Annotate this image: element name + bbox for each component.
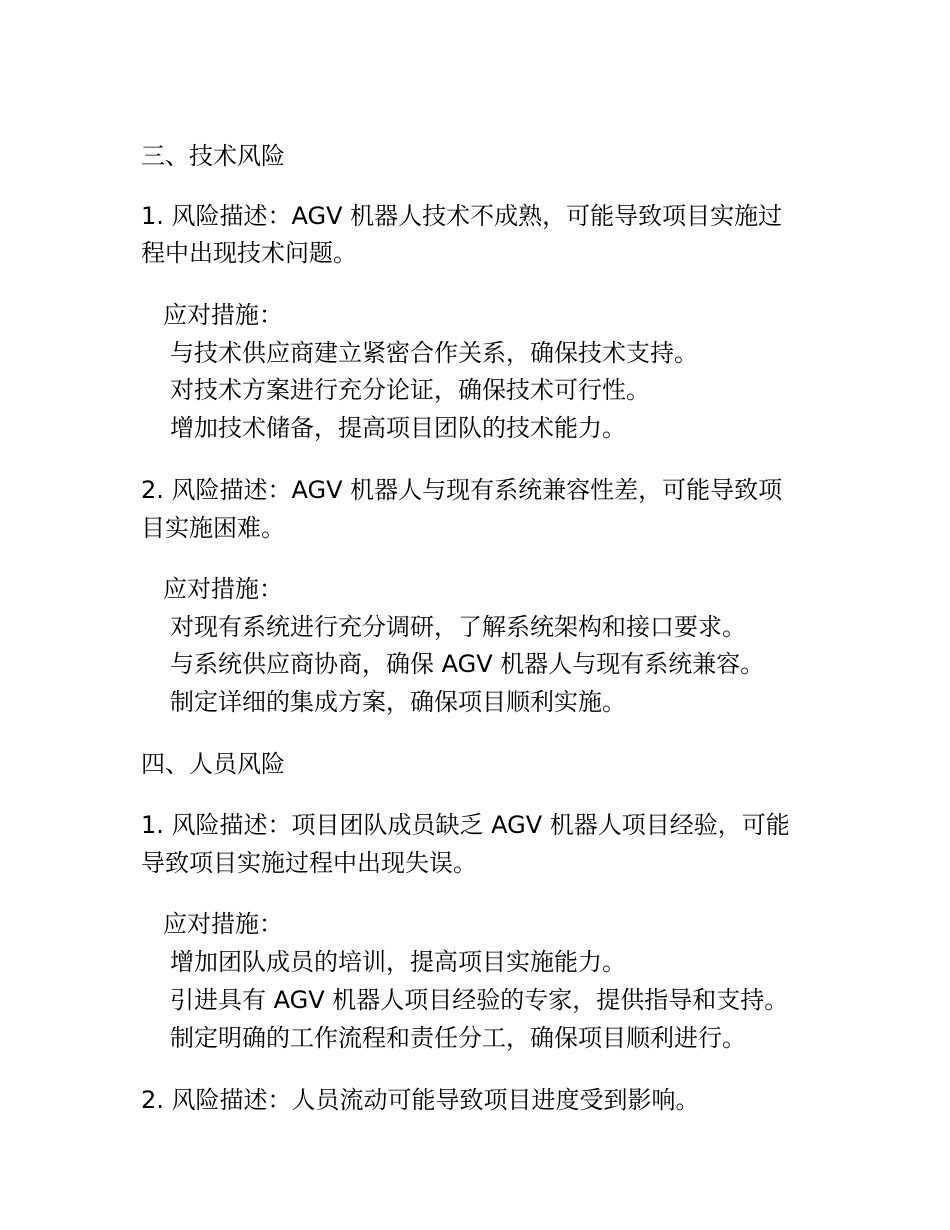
measure-item: 对现有系统进行充分调研，了解系统架构和接口要求。 <box>170 613 746 641</box>
measure-item: 增加技术储备，提高项目团队的技术能力。 <box>170 414 626 442</box>
risk-description-line: 1. 风险描述：项目团队成员缺乏 AGV 机器人项目经验，可能 <box>141 811 790 839</box>
measure-item: 对技术方案进行充分论证，确保技术可行性。 <box>170 376 650 404</box>
measure-item: 引进具有 AGV 机器人项目经验的专家，提供指导和支持。 <box>170 986 789 1014</box>
measure-item: 制定明确的工作流程和责任分工，确保项目顺利进行。 <box>170 1024 746 1052</box>
risk-description-line: 目实施困难。 <box>141 514 285 542</box>
measure-item: 制定详细的集成方案，确保项目顺利实施。 <box>170 688 626 716</box>
measures-label: 应对措施： <box>163 910 283 938</box>
risk-description-line: 2. 风险描述：人员流动可能导致项目进度受到影响。 <box>141 1086 700 1114</box>
measure-item: 与技术供应商建立紧密合作关系，确保技术支持。 <box>170 339 698 367</box>
section-heading-technical-risk: 三、技术风险 <box>141 142 285 170</box>
measures-label: 应对措施： <box>163 301 283 329</box>
risk-description-line: 2. 风险描述：AGV 机器人与现有系统兼容性差，可能导致项 <box>141 476 783 504</box>
risk-description-line: 1. 风险描述：AGV 机器人技术不成熟，可能导致项目实施过 <box>141 202 783 230</box>
measure-item: 增加团队成员的培训，提高项目实施能力。 <box>170 948 626 976</box>
measure-item: 与系统供应商协商，确保 AGV 机器人与现有系统兼容。 <box>170 650 765 678</box>
risk-description-line: 导致项目实施过程中出现失误。 <box>141 849 477 877</box>
measures-label: 应对措施： <box>163 575 283 603</box>
section-heading-personnel-risk: 四、人员风险 <box>141 750 285 778</box>
risk-description-line: 程中出现技术问题。 <box>141 239 357 267</box>
